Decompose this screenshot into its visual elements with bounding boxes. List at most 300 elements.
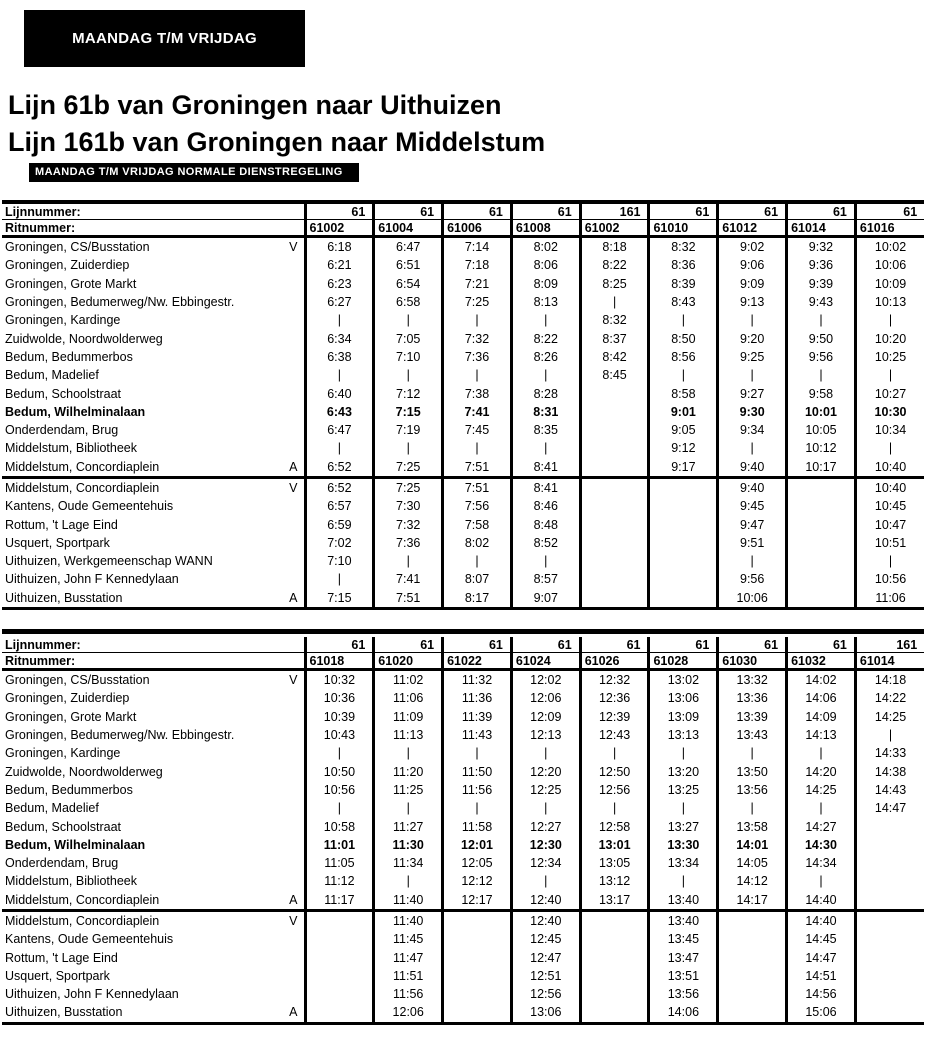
time-cell: 8:25 — [580, 275, 649, 293]
time-cell: 9:25 — [718, 348, 787, 366]
stop-cell — [2, 497, 305, 515]
table-row — [2, 1003, 924, 1023]
time-cell: 14:22 — [855, 689, 924, 707]
stop-name: Middelstum, Concordiaplein — [5, 914, 160, 928]
time-cell: 8:37 — [580, 329, 649, 347]
trip-number-cell: 61012 — [718, 220, 787, 237]
departure-arrival-marker: V — [289, 913, 298, 928]
line-number-label: Lijnnummer: — [5, 204, 81, 219]
trip-number-cell: 61004 — [374, 220, 443, 237]
stop-name: Zuidwolde, Noordwolderweg — [5, 764, 163, 779]
time-cell: 9:17 — [649, 458, 718, 478]
time-cell — [718, 910, 787, 930]
time-cell: 14:34 — [787, 854, 856, 872]
time-cell: 13:09 — [649, 708, 718, 726]
time-cell: 12:39 — [580, 708, 649, 726]
time-cell — [855, 948, 924, 966]
time-cell: 10:39 — [305, 708, 374, 726]
time-cell: 11:58 — [443, 817, 512, 835]
time-cell: 10:27 — [855, 384, 924, 402]
time-cell: 9:43 — [787, 293, 856, 311]
time-cell — [718, 1003, 787, 1023]
line-number-cell: 61 — [374, 204, 443, 220]
trip-number-cell: 61002 — [580, 220, 649, 237]
time-cell: 8:32 — [649, 237, 718, 257]
stop-name: Groningen, Grote Markt — [5, 709, 137, 724]
time-cell: | — [511, 311, 580, 329]
time-cell: 12:40 — [511, 910, 580, 930]
time-cell: 11:06 — [855, 589, 924, 609]
stop-cell — [2, 948, 305, 966]
time-cell: 9:27 — [718, 384, 787, 402]
table-row — [2, 497, 924, 515]
time-cell — [855, 930, 924, 948]
time-cell: 14:17 — [718, 891, 787, 911]
time-cell: 9:56 — [718, 570, 787, 588]
time-cell: | — [374, 799, 443, 817]
time-cell — [787, 552, 856, 570]
line-number-cell: 61 — [787, 637, 856, 653]
time-cell: | — [511, 552, 580, 570]
time-cell — [855, 817, 924, 835]
time-cell: 14:27 — [787, 817, 856, 835]
trip-number-cell: 61024 — [511, 653, 580, 670]
trip-number-cell: 61030 — [718, 653, 787, 670]
stop-cell — [2, 384, 305, 402]
time-cell — [580, 1003, 649, 1023]
time-cell: 12:36 — [580, 689, 649, 707]
stop-name: Bedum, Bedummerbos — [5, 349, 133, 364]
trip-number-row — [2, 653, 924, 670]
time-cell — [580, 967, 649, 985]
time-cell: 8:17 — [443, 589, 512, 609]
time-cell: 14:20 — [787, 762, 856, 780]
stop-cell — [2, 237, 305, 257]
stop-cell — [2, 552, 305, 570]
line-number-label: Lijnnummer: — [5, 637, 81, 652]
time-cell — [305, 910, 374, 930]
time-cell: | — [855, 311, 924, 329]
time-cell: 7:36 — [374, 534, 443, 552]
time-cell: 7:51 — [443, 477, 512, 497]
table-row — [2, 458, 924, 478]
time-cell: | — [511, 439, 580, 457]
departure-arrival-marker: V — [289, 240, 298, 254]
departure-arrival-marker: A — [289, 892, 298, 907]
time-cell: 10:02 — [855, 237, 924, 257]
stop-name: Bedum, Wilhelminalaan — [5, 837, 146, 852]
time-cell: 6:52 — [305, 458, 374, 478]
time-cell: | — [443, 799, 512, 817]
time-cell: | — [443, 744, 512, 762]
time-cell: 11:20 — [374, 762, 443, 780]
time-cell: 12:27 — [511, 817, 580, 835]
stop-name: Groningen, Zuiderdiep — [5, 691, 130, 706]
time-cell: 10:12 — [787, 439, 856, 457]
time-cell: 7:25 — [443, 293, 512, 311]
time-cell: 6:47 — [374, 237, 443, 257]
time-cell — [580, 534, 649, 552]
trip-number-row — [2, 220, 924, 237]
trip-number-label: Ritnummer: — [2, 220, 305, 237]
table-row — [2, 366, 924, 384]
time-cell: 7:10 — [305, 552, 374, 570]
stop-name: Groningen, Bedumerweg/Nw. Ebbingestr. — [5, 295, 235, 310]
stop-name: Uithuizen, Busstation — [5, 1005, 123, 1020]
time-cell — [443, 967, 512, 985]
time-cell — [787, 477, 856, 497]
time-cell — [305, 930, 374, 948]
stop-cell — [2, 329, 305, 347]
time-cell: 11:05 — [305, 854, 374, 872]
time-cell — [855, 1003, 924, 1023]
time-cell: 10:40 — [855, 477, 924, 497]
time-cell — [649, 534, 718, 552]
line-number-cell: 161 — [580, 204, 649, 220]
time-cell: | — [718, 366, 787, 384]
time-cell — [443, 930, 512, 948]
stop-cell — [2, 854, 305, 872]
table-row — [2, 817, 924, 835]
time-cell: 11:12 — [305, 872, 374, 890]
stop-cell — [2, 872, 305, 890]
time-cell: 10:56 — [855, 570, 924, 588]
line-number-cell: 161 — [855, 637, 924, 653]
trip-number-cell: 61008 — [511, 220, 580, 237]
time-cell — [580, 570, 649, 588]
time-cell: 11:25 — [374, 781, 443, 799]
time-cell: 11:09 — [374, 708, 443, 726]
time-cell: 12:25 — [511, 781, 580, 799]
time-cell — [580, 477, 649, 497]
time-cell — [305, 1003, 374, 1023]
time-cell: 7:15 — [305, 589, 374, 609]
time-cell: 9:30 — [718, 403, 787, 421]
line-number-row — [2, 637, 924, 653]
time-cell: 11:43 — [443, 726, 512, 744]
time-cell: 7:36 — [443, 348, 512, 366]
trip-number-cell: 61016 — [855, 220, 924, 237]
time-cell: 13:06 — [649, 689, 718, 707]
departure-arrival-marker: A — [289, 1005, 298, 1020]
time-cell: 15:06 — [787, 1003, 856, 1023]
time-cell — [305, 985, 374, 1003]
time-cell: 8:36 — [649, 256, 718, 274]
time-cell: 13:40 — [649, 910, 718, 930]
time-cell — [649, 589, 718, 609]
stop-name: Middelstum, Bibliotheek — [5, 874, 138, 889]
time-cell: 8:50 — [649, 329, 718, 347]
time-cell: 12:13 — [511, 726, 580, 744]
time-cell: | — [511, 799, 580, 817]
time-cell: 6:59 — [305, 515, 374, 533]
stop-cell — [2, 689, 305, 707]
stop-name: Usquert, Sportpark — [5, 535, 110, 550]
time-cell: 10:47 — [855, 515, 924, 533]
time-cell: 8:46 — [511, 497, 580, 515]
time-cell: 9:02 — [718, 237, 787, 257]
time-cell: 14:40 — [787, 910, 856, 930]
time-cell: 9:56 — [787, 348, 856, 366]
time-cell — [787, 589, 856, 609]
time-cell: 10:09 — [855, 275, 924, 293]
time-cell: 7:10 — [374, 348, 443, 366]
time-cell: 10:13 — [855, 293, 924, 311]
table-row — [2, 762, 924, 780]
time-cell: 8:41 — [511, 477, 580, 497]
time-cell: 12:34 — [511, 854, 580, 872]
time-cell: 10:45 — [855, 497, 924, 515]
stop-name: Uithuizen, Busstation — [5, 590, 123, 605]
time-cell: 8:18 — [580, 237, 649, 257]
time-cell: 10:32 — [305, 670, 374, 690]
time-cell — [855, 872, 924, 890]
time-cell: 7:21 — [443, 275, 512, 293]
stop-cell — [2, 967, 305, 985]
time-cell: 7:41 — [443, 403, 512, 421]
time-cell: 7:58 — [443, 515, 512, 533]
time-cell: 12:50 — [580, 762, 649, 780]
stop-name: Onderdendam, Brug — [5, 423, 119, 438]
line-number-cell: 61 — [649, 637, 718, 653]
table-row — [2, 237, 924, 257]
time-cell: 12:43 — [580, 726, 649, 744]
time-cell: | — [718, 311, 787, 329]
time-cell: 13:20 — [649, 762, 718, 780]
time-cell: 7:51 — [443, 458, 512, 478]
time-cell: 13:02 — [649, 670, 718, 690]
time-cell — [443, 948, 512, 966]
stop-name: Groningen, Kardinge — [5, 313, 121, 328]
time-cell: 8:28 — [511, 384, 580, 402]
time-cell: 9:47 — [718, 515, 787, 533]
time-cell: 11:40 — [374, 891, 443, 911]
time-cell: | — [718, 744, 787, 762]
time-cell: 8:43 — [649, 293, 718, 311]
timetable-1 — [2, 204, 924, 610]
time-cell: | — [787, 799, 856, 817]
departure-arrival-marker: V — [289, 480, 298, 495]
table-row — [2, 329, 924, 347]
time-cell — [580, 515, 649, 533]
table-row — [2, 689, 924, 707]
time-cell: 13:45 — [649, 930, 718, 948]
stop-cell — [2, 275, 305, 293]
table-row — [2, 708, 924, 726]
stop-name: Uithuizen, John F Kennedylaan — [5, 987, 179, 1002]
stop-cell — [2, 293, 305, 311]
time-cell: 9:20 — [718, 329, 787, 347]
time-cell: 11:27 — [374, 817, 443, 835]
time-cell: 8:57 — [511, 570, 580, 588]
time-cell: 7:41 — [374, 570, 443, 588]
stop-name: Middelstum, Concordiaplein — [5, 892, 160, 907]
table-row — [2, 403, 924, 421]
time-cell: 14:05 — [718, 854, 787, 872]
time-cell — [855, 910, 924, 930]
trip-number-cell: 61014 — [787, 220, 856, 237]
time-cell — [443, 1003, 512, 1023]
time-cell — [580, 439, 649, 457]
time-cell: 11:30 — [374, 836, 443, 854]
time-cell — [580, 384, 649, 402]
time-cell: | — [374, 366, 443, 384]
time-cell — [649, 515, 718, 533]
table-row — [2, 293, 924, 311]
line-number-cell: 61 — [443, 204, 512, 220]
departure-arrival-marker: A — [289, 459, 298, 474]
time-cell — [580, 552, 649, 570]
time-cell: 7:18 — [443, 256, 512, 274]
time-cell: 10:01 — [787, 403, 856, 421]
table-row — [2, 570, 924, 588]
time-cell: 8:52 — [511, 534, 580, 552]
time-cell: 10:06 — [718, 589, 787, 609]
table-row — [2, 967, 924, 985]
schedule-subtitle-badge: MAANDAG T/M VRIJDAG NORMALE DIENSTREGELING — [29, 163, 359, 182]
time-cell: 7:32 — [374, 515, 443, 533]
time-cell: 14:47 — [787, 948, 856, 966]
time-cell: 8:02 — [443, 534, 512, 552]
time-cell: 9:58 — [787, 384, 856, 402]
line-number-cell: 61 — [443, 637, 512, 653]
time-cell — [580, 589, 649, 609]
stop-name: Bedum, Bedummerbos — [5, 782, 133, 797]
stop-name: Uithuizen, Werkgemeenschap WANN — [5, 554, 213, 569]
time-cell: 11:56 — [443, 781, 512, 799]
time-cell: 10:25 — [855, 348, 924, 366]
time-cell: | — [511, 366, 580, 384]
time-cell: 11:56 — [374, 985, 443, 1003]
time-cell: 6:21 — [305, 256, 374, 274]
line-number-cell: 61 — [305, 204, 374, 220]
time-cell: | — [718, 439, 787, 457]
time-cell: 12:02 — [511, 670, 580, 690]
time-cell: 6:27 — [305, 293, 374, 311]
table-row — [2, 552, 924, 570]
stop-cell — [2, 910, 305, 930]
time-cell: | — [649, 799, 718, 817]
time-cell: 9:05 — [649, 421, 718, 439]
time-cell — [787, 497, 856, 515]
time-cell — [855, 836, 924, 854]
time-cell: | — [443, 366, 512, 384]
time-cell: 8:02 — [511, 237, 580, 257]
line-number-cell: 61 — [511, 204, 580, 220]
stop-cell — [2, 477, 305, 497]
table-row — [2, 348, 924, 366]
time-cell: 12:12 — [443, 872, 512, 890]
stop-cell — [2, 458, 305, 478]
stop-cell — [2, 1003, 305, 1023]
time-cell: 8:32 — [580, 311, 649, 329]
time-cell: 14:25 — [855, 708, 924, 726]
time-cell: 13:05 — [580, 854, 649, 872]
time-cell — [580, 948, 649, 966]
stop-name: Middelstum, Concordiaplein — [5, 459, 160, 474]
time-cell: 11:01 — [305, 836, 374, 854]
time-cell: 9:50 — [787, 329, 856, 347]
time-cell: 14:33 — [855, 744, 924, 762]
time-cell: | — [374, 311, 443, 329]
trip-number-label: Ritnummer: — [2, 653, 305, 670]
time-cell: 8:22 — [511, 329, 580, 347]
time-cell: 11:51 — [374, 967, 443, 985]
time-cell: 10:40 — [855, 458, 924, 478]
stop-cell — [2, 836, 305, 854]
stop-name: Bedum, Wilhelminalaan — [5, 404, 146, 419]
time-cell — [718, 948, 787, 966]
table-row — [2, 930, 924, 948]
stop-cell — [2, 421, 305, 439]
time-cell: 9:34 — [718, 421, 787, 439]
timetable-2 — [2, 637, 924, 1025]
time-cell: 7:56 — [443, 497, 512, 515]
table-row — [2, 421, 924, 439]
table-row — [2, 854, 924, 872]
stop-name: Bedum, Schoolstraat — [5, 386, 122, 401]
time-cell: 13:51 — [649, 967, 718, 985]
stop-cell — [2, 439, 305, 457]
time-cell: 6:40 — [305, 384, 374, 402]
time-cell: 7:25 — [374, 458, 443, 478]
time-cell: 10:05 — [787, 421, 856, 439]
time-cell: 13:43 — [718, 726, 787, 744]
time-cell: 14:13 — [787, 726, 856, 744]
time-cell: 13:13 — [649, 726, 718, 744]
time-cell: | — [443, 439, 512, 457]
time-cell: 14:51 — [787, 967, 856, 985]
time-cell: 14:45 — [787, 930, 856, 948]
time-cell: | — [718, 552, 787, 570]
table-row — [2, 439, 924, 457]
time-cell: 8:35 — [511, 421, 580, 439]
line-number-cell: 61 — [580, 637, 649, 653]
time-cell: 10:56 — [305, 781, 374, 799]
time-cell: | — [718, 799, 787, 817]
line-number-row — [2, 204, 924, 220]
time-cell: 9:01 — [649, 403, 718, 421]
time-cell: 6:18 — [305, 237, 374, 257]
time-cell: 6:47 — [305, 421, 374, 439]
time-cell: 10:43 — [305, 726, 374, 744]
time-cell: 13:12 — [580, 872, 649, 890]
time-cell — [718, 967, 787, 985]
stop-cell — [2, 744, 305, 762]
time-cell: 13:36 — [718, 689, 787, 707]
stop-name: Bedum, Schoolstraat — [5, 819, 122, 834]
time-cell — [443, 910, 512, 930]
time-cell: 14:43 — [855, 781, 924, 799]
trip-number-cell: 61018 — [305, 653, 374, 670]
time-cell: 12:45 — [511, 930, 580, 948]
table-row — [2, 891, 924, 911]
time-cell: 14:01 — [718, 836, 787, 854]
time-cell: 9:39 — [787, 275, 856, 293]
time-cell: 9:32 — [787, 237, 856, 257]
stop-name: Usquert, Sportpark — [5, 968, 110, 983]
time-cell: 14:47 — [855, 799, 924, 817]
time-cell: 13:25 — [649, 781, 718, 799]
time-cell: 14:02 — [787, 670, 856, 690]
stop-cell — [2, 515, 305, 533]
time-cell: 11:34 — [374, 854, 443, 872]
time-cell: | — [855, 439, 924, 457]
time-cell: | — [580, 744, 649, 762]
time-cell: 11:50 — [443, 762, 512, 780]
time-cell: 9:36 — [787, 256, 856, 274]
trip-number-cell: 61002 — [305, 220, 374, 237]
